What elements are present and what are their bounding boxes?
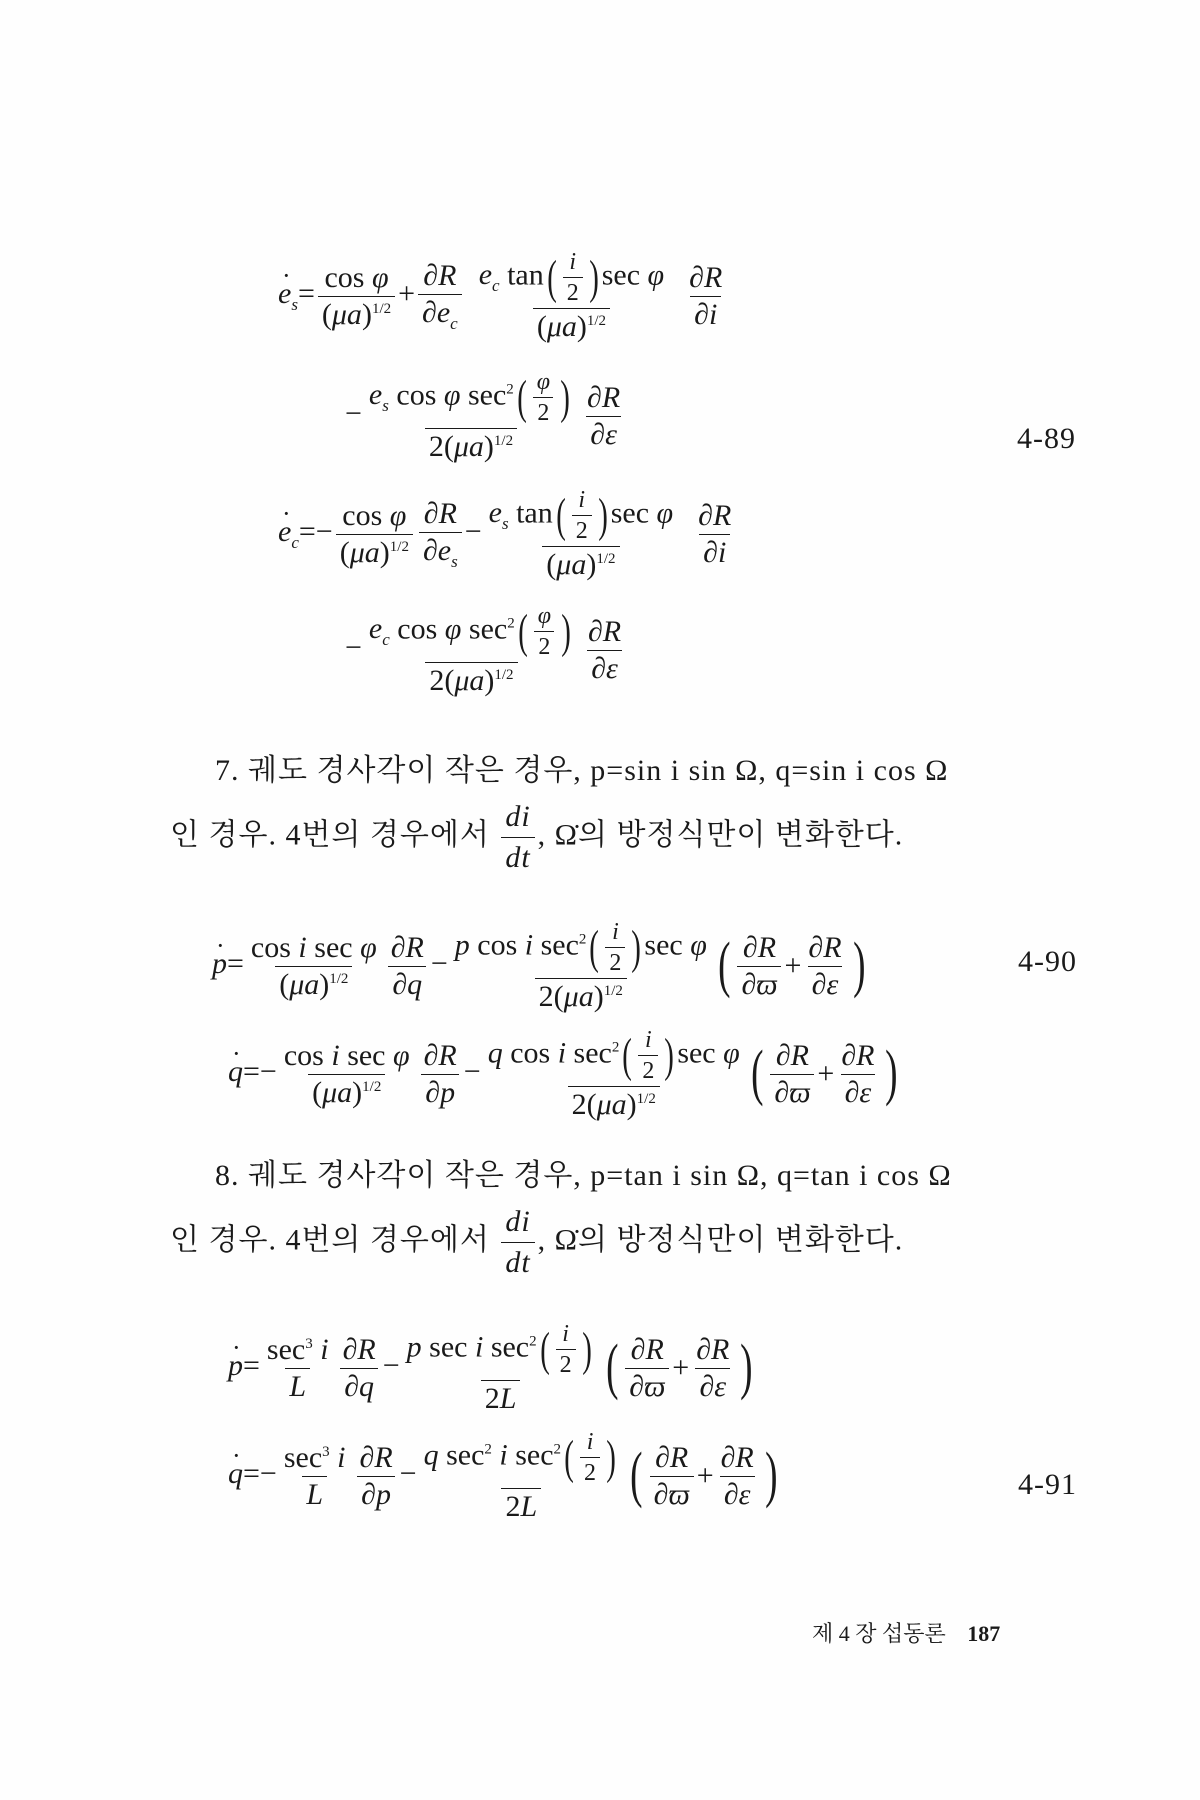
page-number: 187 bbox=[967, 1621, 1001, 1646]
section-7-line-1: 7. 궤도 경사각이 작은 경우, p=sin i sin Ω, q=sin i cos Ω bbox=[215, 754, 949, 787]
equation-ec-dot-line2: − $e_c$ cos φ $\sec^2$ ( $\frac{\varphi}{2}$ ) $2(\mu a)^{1/2}$ $\frac{\partial R}{\partial\varepsilon}$ bbox=[345, 603, 622, 697]
section-7-line-2 bbox=[170, 800, 903, 875]
section-7-line-2-suffix: , Ω̇의 방정식만이 변화한다. bbox=[537, 818, 904, 852]
equation-p-dot-4-90: · p= $\frac{\text{cos i sec φ}}{(\mu a)^{1/2}}$ $\frac{\partial R}{\partial q}$ − p cos i $\sec^2$ ( $\frac{i}{2}$ ) sec φ $2(\mu a)^{1/2}$ ( $\frac{\partial R}{\partial ϖ}$ + $\frac{\partial R}{\partial\varepsilon}$ ) bbox=[212, 920, 869, 1012]
equation-number-4-89: 4-89 bbox=[1017, 422, 1076, 455]
equation-q-dot-4-91: · q=− $\frac{\sec^3 i}{L}$ $\frac{\partial R}{\partial p}$ − q $\sec^2 i$ $\sec^2$ ( $\frac{i}{2}$ ) 2L ( $\frac{\partial R}{\partial ϖ}$ + $\frac{\partial R}{\partial\varepsilon}$ ) bbox=[228, 1430, 781, 1522]
equation-number-4-90: 4-90 bbox=[1018, 945, 1077, 978]
equation-number-4-91: 4-91 bbox=[1018, 1468, 1077, 1501]
equation-es-dot-line1: · $e_s=$ $\frac{\text{cos φ}}{(\mu a)^{1/2}}$ + $\frac{\partial R}{\partial e_c}$ $e_c$ tan ( $\frac{i}{2}$ ) sec φ $(\mu a)^{1/2}$ $\frac{\partial R}{\partial i}$ bbox=[278, 250, 729, 342]
chapter-title: 제 4 장 섭동론 bbox=[812, 1621, 946, 1646]
section-8-line-2-suffix: , Ω̇의 방정식만이 변화한다. bbox=[537, 1223, 904, 1257]
equation-ec-dot-line1: · $e_c=-$ $\frac{\text{cos φ}}{(\mu a)^{1/2}}$ $\frac{\partial R}{\partial e_s}$ − $e_s$ tan ( $\frac{i}{2}$ ) sec φ $(\mu a)^{1/2}$ $\frac{\partial R}{\partial i}$ bbox=[278, 488, 738, 580]
page-footer bbox=[812, 1617, 1000, 1648]
equation-es-dot-line2: − $e_s$ cos φ $\sec^2$ ( $\frac{\varphi}{2}$ ) $2(\mu a)^{1/2}$ $\frac{\partial R}{\partial\varepsilon}$ bbox=[345, 369, 621, 463]
section-7-line-2-prefix: 인 경우. 4번의 경우에서 bbox=[170, 818, 490, 852]
section-8-line-2-prefix: 인 경우. 4번의 경우에서 bbox=[170, 1223, 490, 1257]
di-dt-fraction: $\frac{di}{dt}$ bbox=[501, 1205, 534, 1280]
di-dt-fraction: $\frac{di}{dt}$ bbox=[501, 800, 534, 875]
equation-p-dot-4-91: · p= $\frac{\sec^3 i}{L}$ $\frac{\partial R}{\partial q}$ − p sec i $\sec^2$ ( $\frac{i}{2}$ ) 2L ( $\frac{\partial R}{\partial ϖ}$ + $\frac{\partial R}{\partial\varepsilon}$ ) bbox=[228, 1322, 757, 1414]
section-8-line-1: 8. 궤도 경사각이 작은 경우, p=tan i sin Ω, q=tan i cos Ω bbox=[215, 1159, 952, 1192]
section-8-line-2 bbox=[170, 1205, 903, 1280]
equation-q-dot-4-90: · q=− $\frac{\text{cos i sec φ}}{(\mu a)^{1/2}}$ $\frac{\partial R}{\partial p}$ − q cos i $\sec^2$ ( $\frac{i}{2}$ ) sec φ $2(\mu a)^{1/2}$ ( $\frac{\partial R}{\partial ϖ}$ + $\frac{\partial R}{\partial\varepsilon}$ ) bbox=[228, 1028, 902, 1120]
